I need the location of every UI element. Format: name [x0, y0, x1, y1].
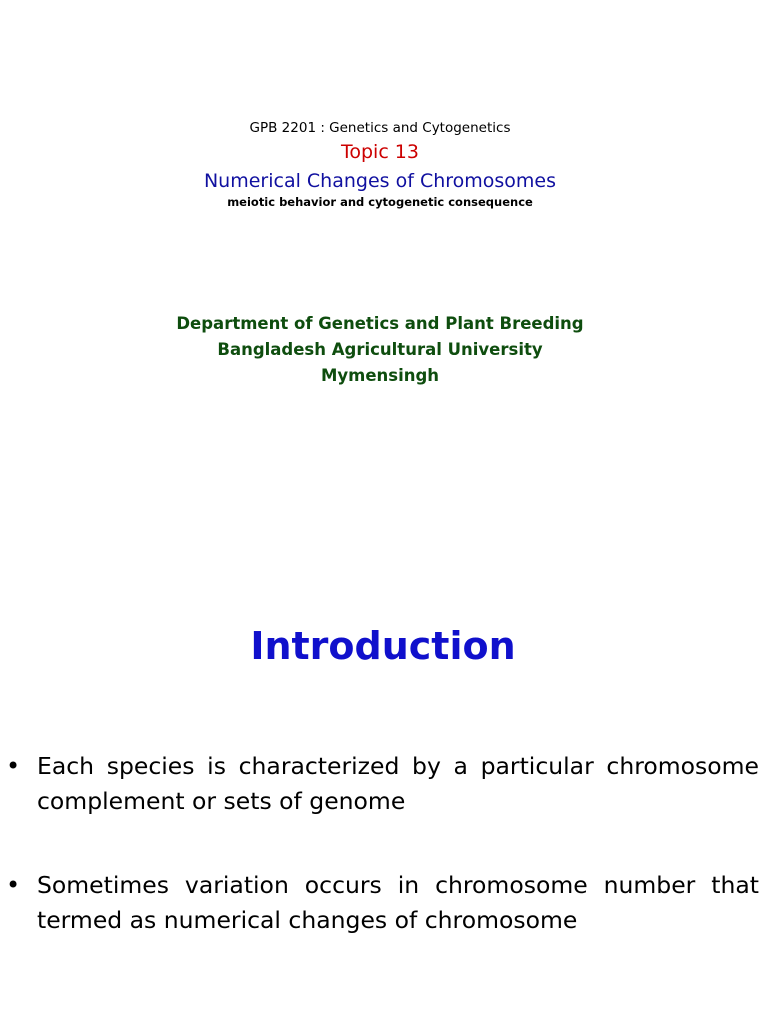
department-name: Department of Genetics and Plant Breeding — [176, 314, 584, 333]
city-name: Mymensingh — [320, 366, 440, 385]
course-code: GPB 2201 : Genetics and Cytogenetics — [249, 120, 511, 136]
section-heading: Introduction — [250, 624, 516, 668]
university-name: Bangladesh Agricultural University — [217, 340, 543, 359]
bullet-marker: • — [6, 871, 21, 899]
bullet-marker: • — [6, 752, 21, 780]
topic-title: Numerical Changes of Chromosomes — [203, 170, 557, 192]
topic-number: Topic 13 — [340, 141, 419, 163]
bullet-text: Each species is characterized by a particular chromosome complement or sets of genome — [37, 752, 759, 815]
bullet-text: Sometimes variation occurs in chromosome number that termed as numerical changes of chromosome — [37, 871, 759, 934]
topic-subtitle: meiotic behavior and cytogenetic consequence — [227, 195, 533, 209]
